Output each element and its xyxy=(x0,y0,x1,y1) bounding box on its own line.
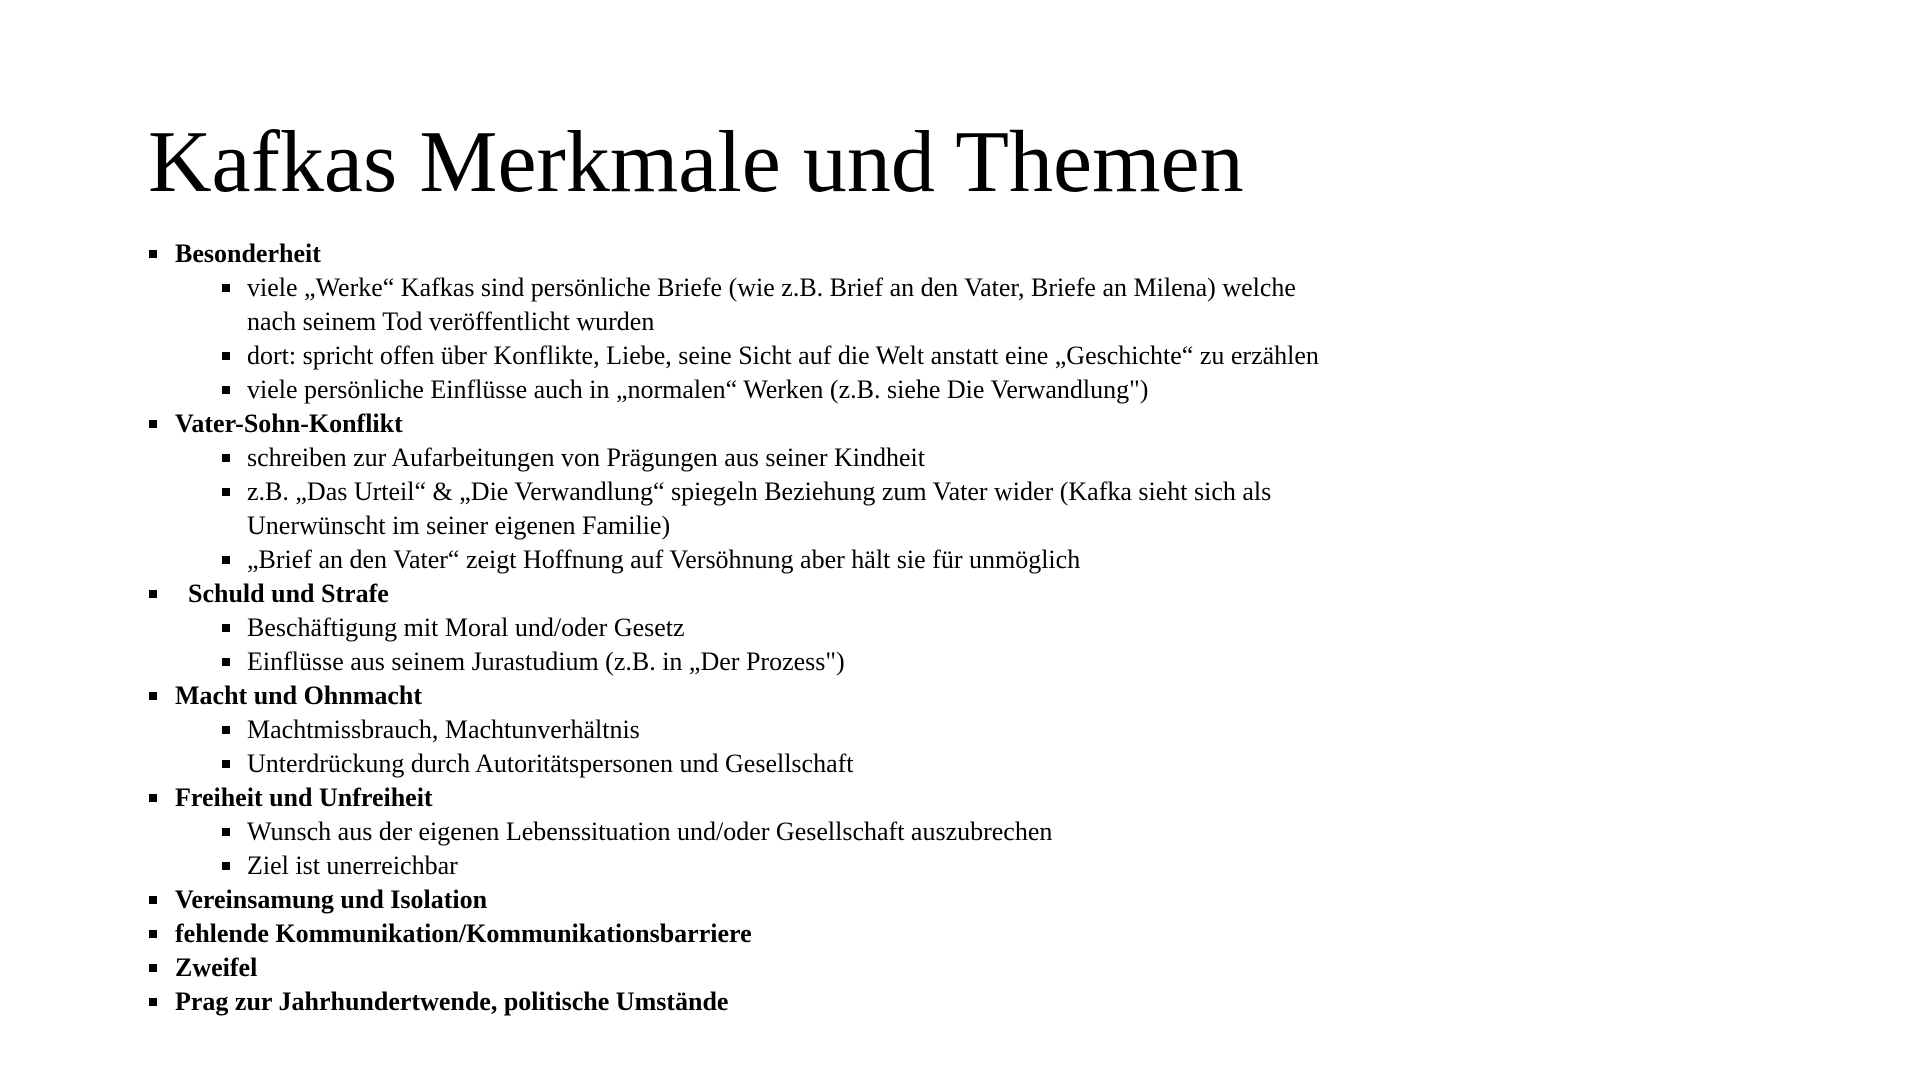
point-text: Beschäftigung mit Moral und/oder Gesetz xyxy=(247,613,685,642)
point-text: nach seinem Tod veröffentlicht wurden xyxy=(247,307,655,336)
sub-list-item xyxy=(148,747,1447,781)
sub-list-item xyxy=(148,339,1447,373)
section-heading: Besonderheit xyxy=(175,239,321,268)
square-bullet-icon xyxy=(222,658,230,666)
square-bullet-icon xyxy=(222,556,230,564)
sub-list-item-continuation xyxy=(148,305,1447,339)
point-text: dort: spricht offen über Konflikte, Liebe, seine Sicht auf die Welt anstatt eine „Geschichte“ zu erzählen xyxy=(247,341,1319,370)
sub-list-item xyxy=(148,611,1447,645)
section-heading: Vereinsamung und Isolation xyxy=(175,885,488,914)
sub-list-item xyxy=(148,815,1447,849)
square-bullet-icon xyxy=(149,692,157,700)
list-item xyxy=(148,237,1448,271)
square-bullet-icon xyxy=(149,250,157,258)
topic-list xyxy=(148,237,1448,1019)
square-bullet-icon xyxy=(222,488,230,496)
square-bullet-icon xyxy=(222,624,230,632)
section-heading: Macht und Ohnmacht xyxy=(175,681,423,710)
square-bullet-icon xyxy=(149,896,157,904)
sub-list-item xyxy=(148,441,1447,475)
square-bullet-icon xyxy=(149,794,157,802)
list-item xyxy=(148,679,1448,713)
point-text: viele persönliche Einflüsse auch in „normalen“ Werken (z.B. siehe Die Verwandlung") xyxy=(247,375,1149,404)
section-heading: Prag zur Jahrhundertwende, politische Umstände xyxy=(175,987,729,1016)
point-text: Ziel ist unerreichbar xyxy=(247,851,458,880)
list-item xyxy=(148,883,1448,917)
point-text: Wunsch aus der eigenen Lebenssituation und/oder Gesellschaft auszubrechen xyxy=(247,817,1053,846)
point-text: schreiben zur Aufarbeitungen von Prägungen aus seiner Kindheit xyxy=(247,443,925,472)
sub-list-item xyxy=(148,271,1447,305)
section-heading: Zweifel xyxy=(175,953,258,982)
section-heading: fehlende Kommunikation/Kommunikationsbarriere xyxy=(175,919,752,948)
sub-list-item xyxy=(148,475,1447,509)
square-bullet-icon xyxy=(222,862,230,870)
square-bullet-icon xyxy=(222,828,230,836)
section-heading: Freiheit und Unfreiheit xyxy=(175,783,433,812)
square-bullet-icon xyxy=(149,998,157,1006)
section-heading: Schuld und Strafe xyxy=(188,579,389,608)
point-text: Einflüsse aus seinem Jurastudium (z.B. in „Der Prozess") xyxy=(247,647,845,676)
point-text: Unterdrückung durch Autoritätspersonen und Gesellschaft xyxy=(247,749,854,778)
point-text: viele „Werke“ Kafkas sind persönliche Briefe (wie z.B. Brief an den Vater, Briefe an Milena) welche xyxy=(247,273,1296,302)
point-text: Machtmissbrauch, Machtunverhältnis xyxy=(247,715,640,744)
sub-list-item xyxy=(148,645,1447,679)
square-bullet-icon xyxy=(149,964,157,972)
page-title: Kafkas Merkmale und Themen xyxy=(148,114,1244,211)
sub-list-item xyxy=(148,373,1447,407)
list-item xyxy=(148,951,1448,985)
square-bullet-icon xyxy=(222,352,230,360)
list-item xyxy=(148,917,1448,951)
square-bullet-icon xyxy=(222,760,230,768)
point-text: z.B. „Das Urteil“ & „Die Verwandlung“ spiegeln Beziehung zum Vater wider (Kafka sieht sich als xyxy=(247,477,1272,506)
square-bullet-icon xyxy=(222,386,230,394)
list-item xyxy=(148,781,1448,815)
sub-list-item xyxy=(148,543,1447,577)
square-bullet-icon xyxy=(222,726,230,734)
point-text: Unerwünscht im seiner eigenen Familie) xyxy=(247,511,671,540)
section-heading: Vater-Sohn-Konflikt xyxy=(175,409,403,438)
sub-list-item-continuation xyxy=(148,509,1447,543)
sub-list-item xyxy=(148,713,1447,747)
list-item xyxy=(148,577,1448,611)
sub-list-item xyxy=(148,849,1447,883)
point-text: „Brief an den Vater“ zeigt Hoffnung auf Versöhnung aber hält sie für unmöglich xyxy=(247,545,1081,574)
square-bullet-icon xyxy=(149,590,157,598)
square-bullet-icon xyxy=(149,420,157,428)
square-bullet-icon xyxy=(149,930,157,938)
square-bullet-icon xyxy=(222,284,230,292)
square-bullet-icon xyxy=(222,454,230,462)
list-item xyxy=(148,985,1448,1019)
list-item xyxy=(148,407,1448,441)
